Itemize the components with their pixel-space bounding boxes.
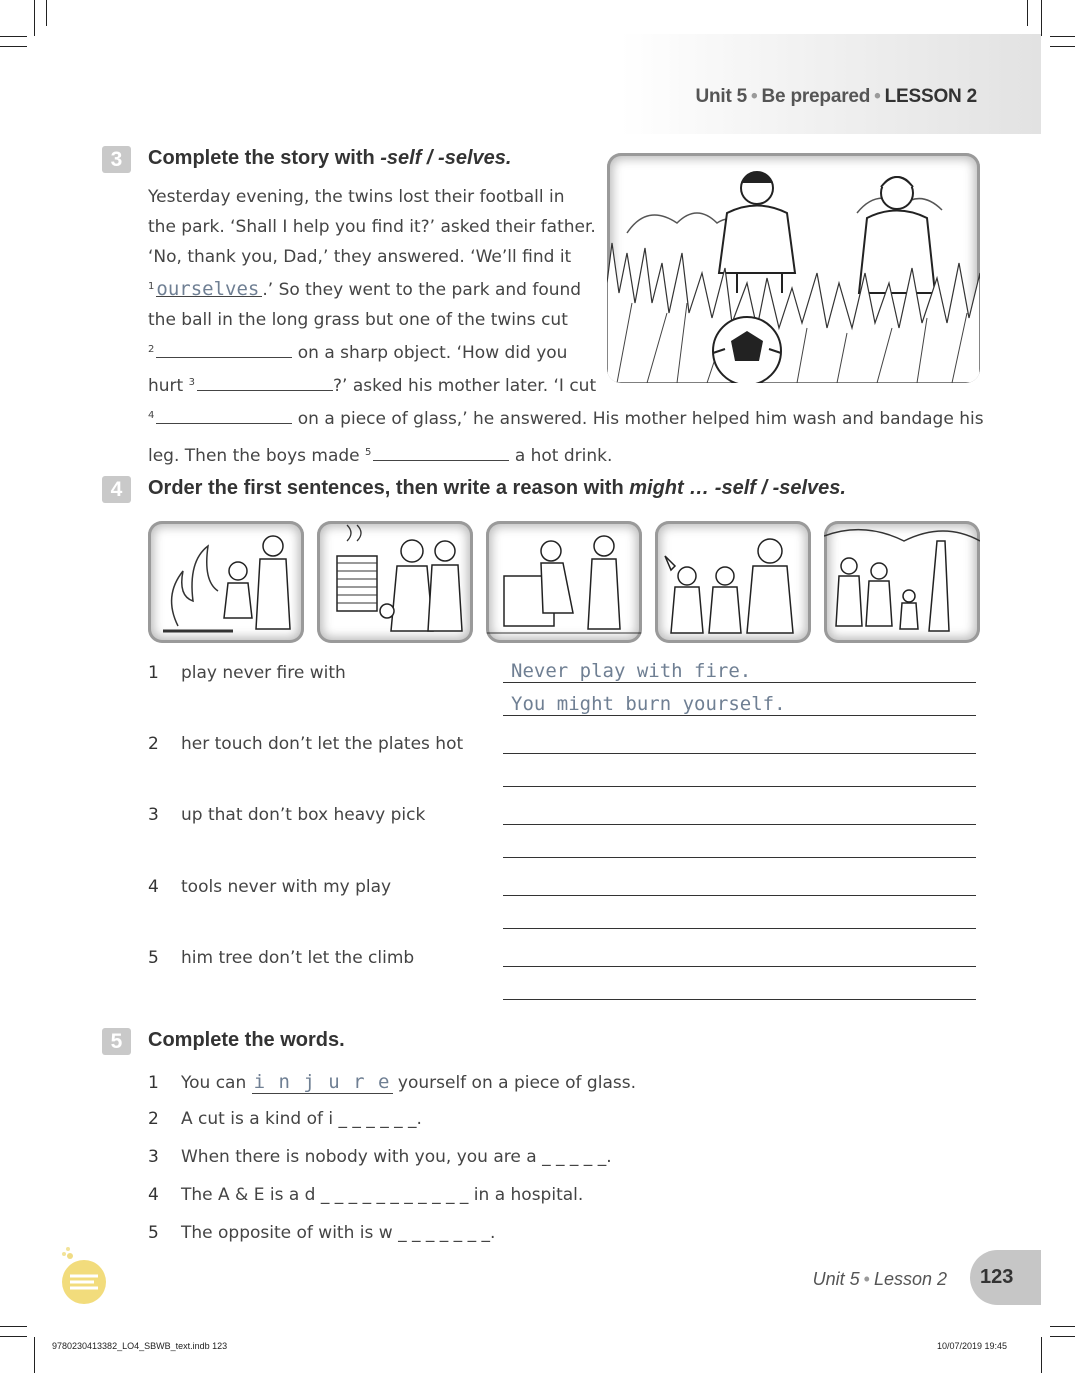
- header-lesson: LESSON 2: [884, 86, 977, 107]
- write-line[interactable]: [503, 857, 976, 858]
- footer-lesson: Lesson 2: [873, 1269, 947, 1289]
- plates-icon: [317, 521, 473, 643]
- twins-in-grass-illustration: [607, 153, 980, 383]
- picture-heavy-box: [486, 521, 642, 643]
- item-text[interactable]: The A & E is a d _ _ _ _ _ _ _ _ _ _ _ in a hospital.: [181, 1185, 584, 1205]
- exercise-number: 5: [102, 1028, 131, 1055]
- crop-mark: [1050, 1326, 1075, 1327]
- crop-mark: [0, 1326, 27, 1327]
- page-number: 123: [980, 1266, 1014, 1288]
- item-number: 5: [148, 1223, 159, 1243]
- page-header: Unit 5 • Be prepared • LESSON 2: [695, 86, 977, 107]
- list-item: [148, 1109, 422, 1129]
- write-line[interactable]: [503, 824, 976, 825]
- crop-mark: [46, 0, 47, 26]
- answer-reason[interactable]: You might burn yourself.: [511, 693, 786, 715]
- scrambled-words: up that don’t box heavy pick: [181, 805, 426, 825]
- story-text-fragment: .’ So they went to the park and found: [262, 280, 582, 300]
- exercise-number: 4: [102, 476, 131, 503]
- tree-icon: [824, 521, 980, 643]
- item-text[interactable]: A cut is a kind of i _ _ _ _ _ _.: [181, 1109, 422, 1129]
- exercise-title: [148, 477, 846, 500]
- exercise-title-text: Complete the story with: [148, 147, 381, 169]
- exercise-title: Complete the words.: [148, 1029, 345, 1051]
- exercise-title-italic: -self / -selves.: [380, 147, 512, 169]
- story-line: [148, 438, 968, 471]
- footer-unit: Unit 5: [812, 1269, 860, 1289]
- crop-mark: [0, 46, 27, 47]
- write-line[interactable]: [503, 928, 976, 929]
- story-text-fragment: on a piece of glass,’ he answered. His mother helped him wash and bandage his: [297, 409, 984, 429]
- item-text: You can: [181, 1073, 247, 1093]
- tools-icon: [655, 521, 811, 643]
- story-line: Yesterday evening, the twins lost their football in: [148, 187, 565, 207]
- crop-mark: [1050, 1336, 1075, 1337]
- answer-blank-2[interactable]: [156, 339, 292, 358]
- crop-mark: [1050, 46, 1075, 47]
- gap-number: 3: [188, 377, 195, 388]
- answer-blank-5[interactable]: [373, 442, 509, 461]
- exercise-title: [148, 147, 511, 170]
- write-line[interactable]: [503, 753, 976, 754]
- gap-number: 2: [148, 344, 155, 355]
- item-number: 1: [148, 663, 159, 683]
- crop-mark: [0, 36, 27, 37]
- story-text-fragment: hurt: [148, 376, 184, 396]
- item-text: yourself on a piece of glass.: [397, 1073, 636, 1093]
- answer-blank-1[interactable]: ourselves: [156, 274, 262, 297]
- crop-mark: [1041, 1337, 1042, 1373]
- picture-hot-plates: [317, 521, 473, 643]
- story-line: ‘No, thank you, Dad,’ they answered. ‘We’ll find it: [148, 247, 572, 267]
- gap-number: 4: [148, 410, 155, 421]
- answer-blank-3[interactable]: [197, 372, 333, 391]
- picture-tools: [655, 521, 811, 643]
- answer-word[interactable]: i n j u r e: [253, 1071, 391, 1093]
- write-line[interactable]: [503, 966, 976, 967]
- story-text-fragment: ?’ asked his mother later. ‘I cut: [333, 376, 597, 396]
- story-text-fragment: a hot drink.: [514, 446, 613, 466]
- exercise-title-text: Order the first sentences, then write a reason with: [148, 477, 630, 499]
- crop-mark: [1050, 36, 1075, 37]
- scrambled-words: her touch don’t let the plates hot: [181, 734, 464, 754]
- write-line[interactable]: [503, 682, 976, 683]
- story-line: the park. ‘Shall I help you find it?’ asked their father.: [148, 217, 596, 237]
- item-number: 2: [148, 734, 159, 754]
- list-item: [148, 1071, 636, 1093]
- item-number: 1: [148, 1073, 159, 1093]
- footer-unit-label: Unit 5 • Lesson 2: [812, 1269, 947, 1289]
- crop-mark: [34, 0, 35, 36]
- header-title: Be prepared: [761, 86, 871, 107]
- item-number: 5: [148, 948, 159, 968]
- picture-tree: [824, 521, 980, 643]
- item-number: 3: [148, 1147, 159, 1167]
- fire-icon: [148, 521, 304, 643]
- answer-sentence[interactable]: Never play with fire.: [511, 660, 752, 682]
- answer-blank-4[interactable]: [156, 405, 292, 424]
- print-slug-date: 10/07/2019 19:45: [937, 1341, 1008, 1351]
- item-text[interactable]: The opposite of with is w _ _ _ _ _ _ _.: [181, 1223, 496, 1243]
- exercise-number: 3: [102, 146, 131, 173]
- crop-mark: [1041, 0, 1042, 36]
- header-band: [620, 34, 1041, 134]
- scrambled-words: him tree don’t let the climb: [181, 948, 415, 968]
- header-unit: Unit 5: [695, 86, 748, 107]
- picture-fire: [148, 521, 304, 643]
- story-illustration: [607, 153, 980, 383]
- crop-mark: [0, 1336, 27, 1337]
- item-number: 3: [148, 805, 159, 825]
- write-line[interactable]: [503, 786, 976, 787]
- scrambled-words: tools never with my play: [181, 877, 392, 897]
- crop-mark: [1027, 0, 1028, 26]
- item-number: 2: [148, 1109, 159, 1129]
- list-item: [148, 1223, 495, 1243]
- gap-number: 1: [148, 281, 155, 292]
- print-slug-file: 9780230413382_LO4_SBWB_text.indb 123: [52, 1341, 228, 1351]
- write-line[interactable]: [503, 895, 976, 896]
- story-line: [148, 401, 984, 434]
- scrambled-words: play never fire with: [181, 663, 346, 683]
- crop-mark: [34, 1337, 35, 1373]
- story-text-fragment: on a sharp object. ‘How did you: [297, 343, 568, 363]
- item-number: 4: [148, 1185, 159, 1205]
- exercise-title-italic: might … -self / -selves.: [629, 477, 846, 499]
- publisher-logo-icon: [56, 1244, 108, 1306]
- item-number: 4: [148, 877, 159, 897]
- list-item: [148, 1185, 583, 1205]
- list-item: [148, 1147, 612, 1167]
- write-line[interactable]: [503, 715, 976, 716]
- item-text[interactable]: When there is nobody with you, you are a _ _ _ _ _.: [181, 1147, 612, 1167]
- write-line[interactable]: [503, 999, 976, 1000]
- gap-number: 5: [365, 447, 372, 458]
- story-text-fragment: leg. Then the boys made: [148, 446, 360, 466]
- story-line: the ball in the long grass but one of the twins cut: [148, 310, 568, 330]
- box-icon: [486, 521, 642, 643]
